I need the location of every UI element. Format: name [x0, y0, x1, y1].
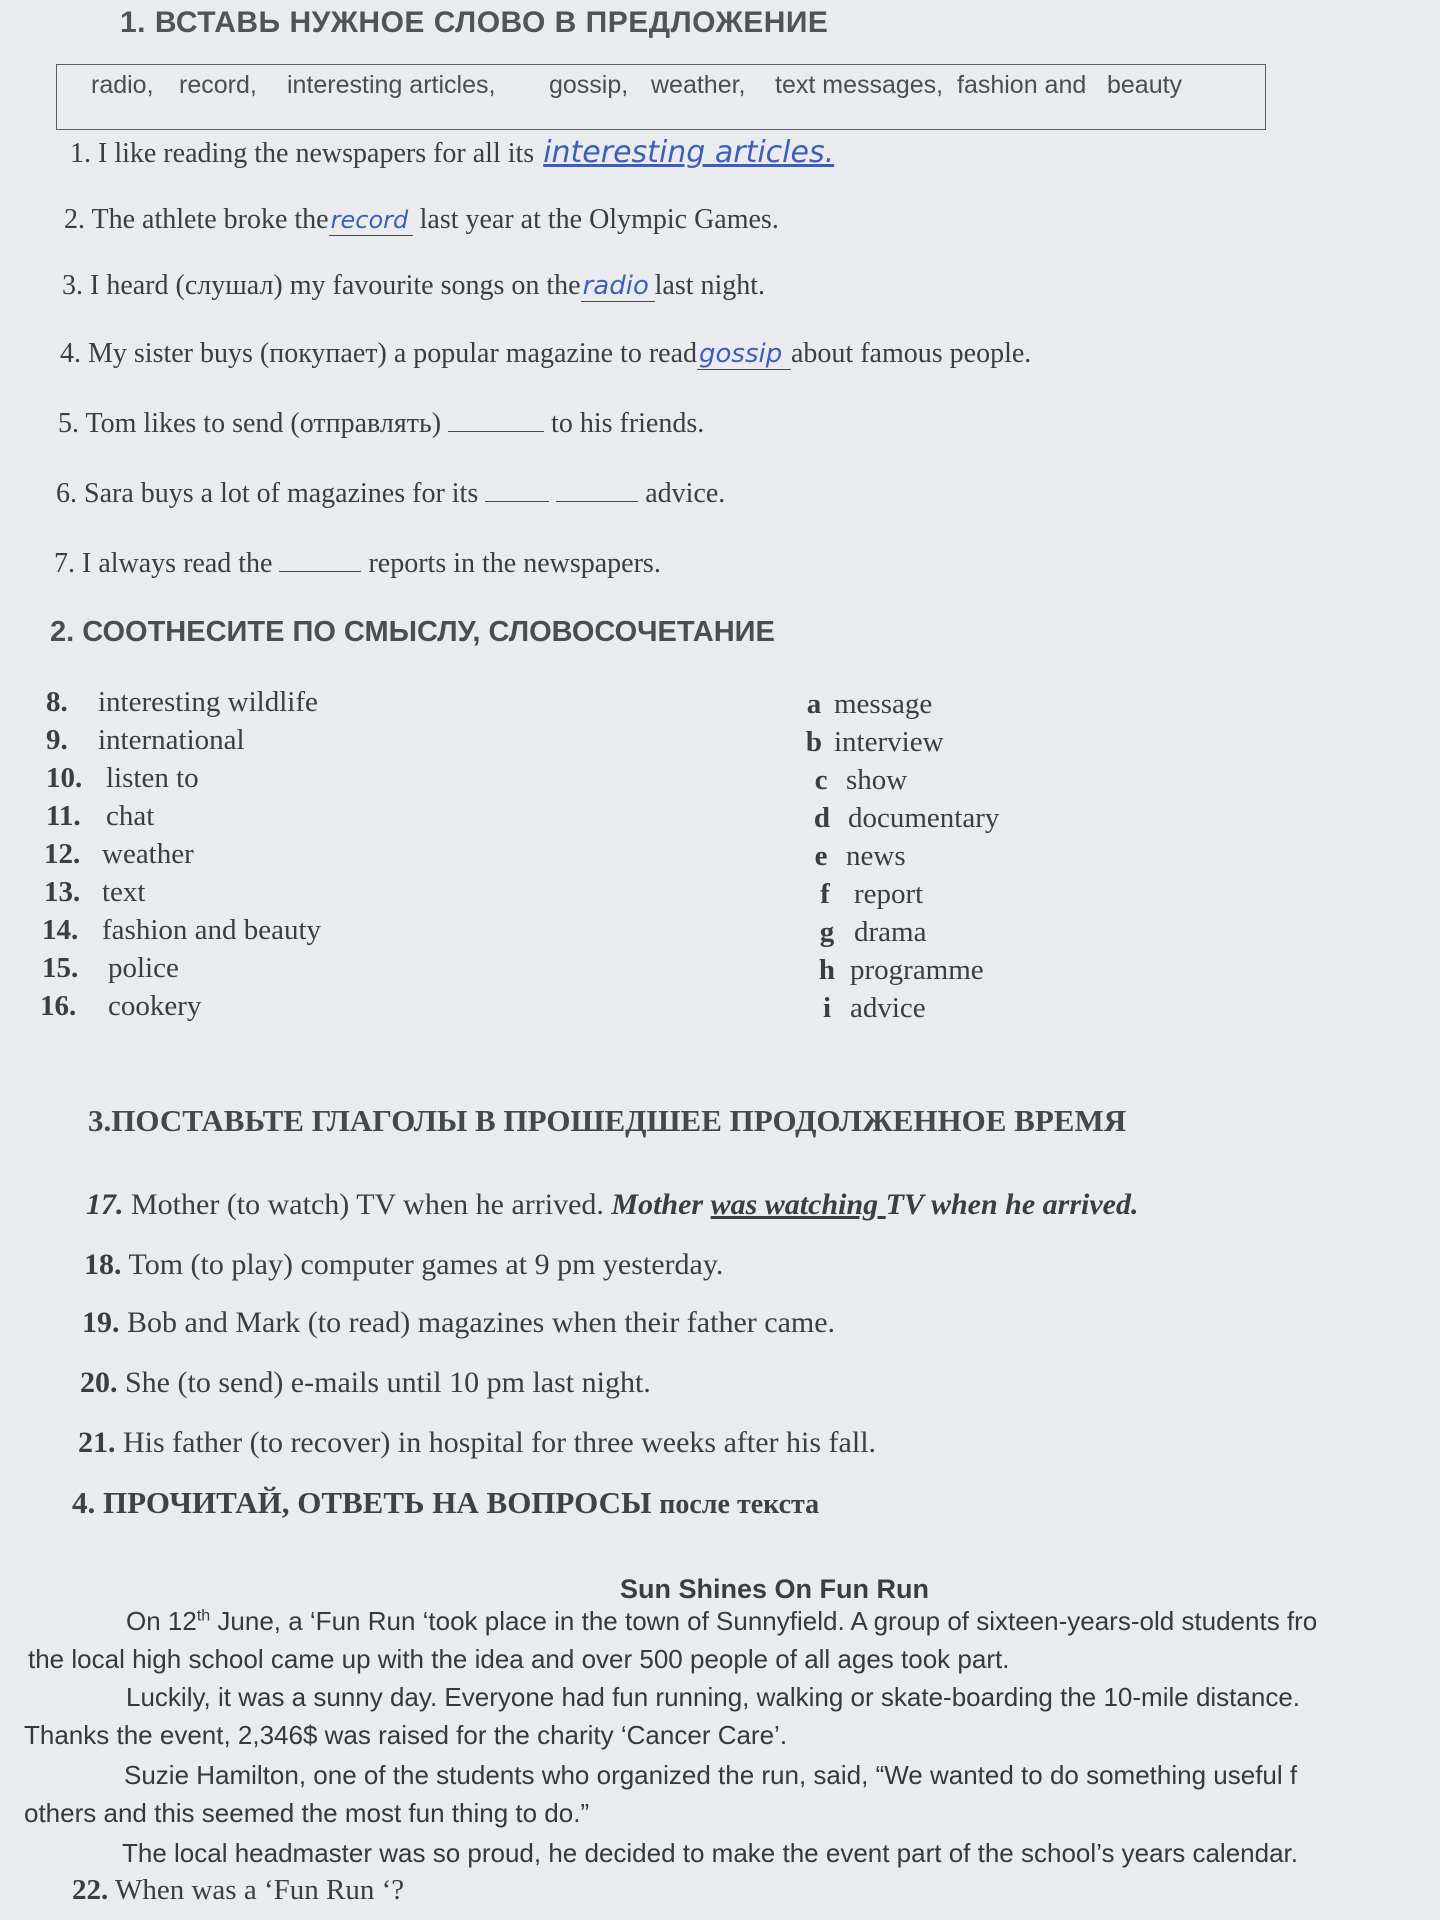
item-text: about famous people. [791, 338, 1032, 369]
item-text: 4. My sister buys (покупает) a popular magazine to read [60, 338, 697, 369]
question-22: 22. When was a ‘Fun Run ‘? [72, 1874, 405, 1906]
exercise1-item-7 [54, 548, 661, 580]
word-bank-item: fashion and [957, 71, 1087, 99]
match-left-item: 15. police [42, 952, 179, 984]
match-right-item: i advice [822, 992, 926, 1024]
exercise1-item-5 [58, 408, 704, 440]
item-text: 2. The athlete broke the [64, 204, 329, 235]
word-bank-item: text messages, [775, 71, 944, 99]
exercise3-example: 17. Mother (to watch) TV when he arrived. Mother was watching TV when he arrived. [86, 1188, 1139, 1221]
match-right-item: d documentary [813, 802, 1000, 834]
example-answer: Mother was watching TV when he arrived. [611, 1188, 1139, 1221]
handwritten-answer: interesting articles. [543, 135, 835, 170]
word-bank [56, 64, 1266, 130]
match-right-item: c show [814, 764, 908, 796]
word-bank-item: interesting articles, [287, 71, 496, 99]
text-line: On 12th June, a ‘Fun Run ‘took place in the town of Sunnyfield. A group of sixteen-years-old students fro [126, 1606, 1318, 1636]
text-line: Luckily, it was a sunny day. Everyone had fun running, walking or skate-boarding the 10-mile distance. [126, 1682, 1301, 1712]
match-left-item: 13. text [44, 876, 146, 908]
match-left-item: 9. international [46, 724, 245, 756]
exercise3-item: 19. Bob and Mark (to read) magazines when their father came. [82, 1306, 836, 1339]
match-right-item: h programme [818, 954, 984, 986]
answer-blank[interactable] [485, 479, 549, 502]
item-text: 3. I heard (слушал) my favourite songs on the [62, 270, 581, 301]
text-line: Suzie Hamilton, one of the students who organized the run, said, “We wanted to do something useful f [124, 1760, 1298, 1790]
match-right-item: g drama [819, 916, 927, 948]
exercise3-item: 18. Tom (to play) computer games at 9 pm yesterday. [84, 1248, 724, 1281]
exercise1-item-6 [56, 478, 725, 510]
match-right-item: e news [814, 840, 906, 872]
match-right-item: b interview [805, 726, 944, 758]
match-left-item: 10. listen to [46, 762, 199, 794]
match-left-item: 16. cookery [40, 990, 202, 1022]
answer-blank[interactable] [279, 549, 361, 572]
text-line: the local high school came up with the idea and over 500 people of all ages took part. [28, 1644, 1010, 1674]
exercise3-item: 20. She (to send) e-mails until 10 pm last night. [80, 1366, 651, 1399]
match-left-item: 8. interesting wildlife [46, 686, 318, 718]
handwritten-answer: record [329, 205, 413, 236]
text-line: others and this seemed the most fun thing to do.” [24, 1798, 590, 1828]
item-text: to his friends. [544, 408, 705, 439]
section2-heading: 2. СООТНЕСИТЕ ПО СМЫСЛУ, СЛОВОСОЧЕТАНИЕ [50, 616, 775, 648]
exercise1-item-3 [62, 270, 765, 302]
word-bank-item: radio, [91, 71, 154, 99]
handwritten-answer: radio [581, 271, 655, 302]
exercise3-item: 21. His father (to recover) in hospital for three weeks after his fall. [78, 1426, 877, 1459]
item-text: 7. I always read the [54, 548, 280, 579]
answer-blank[interactable] [448, 409, 544, 432]
exercise1-item-1 [70, 135, 836, 170]
item-text: last year at the Olympic Games. [412, 204, 779, 235]
item-text: 1. I like reading the newspapers for all its [70, 138, 542, 169]
match-right-item: f report [820, 878, 924, 910]
word-bank-item: beauty [1107, 71, 1183, 99]
match-right-item: a message [806, 688, 933, 720]
item-text: 6. Sara buys a lot of magazines for its [56, 478, 486, 509]
word-bank-item: gossip, [549, 71, 629, 99]
section1-heading: 1. ВСТАВЬ НУЖНОЕ СЛОВО В ПРЕДЛОЖЕНИЕ [120, 6, 829, 39]
item-text: last night. [654, 270, 766, 301]
word-bank-item: weather, [651, 71, 746, 99]
exercise1-item-4 [60, 338, 1031, 370]
text-line: Thanks the event, 2,346$ was raised for the charity ‘Cancer Care’. [24, 1720, 788, 1750]
section3-heading: 3.ПОСТАВЬТЕ ГЛАГОЛЫ В ПРОШЕДШЕЕ ПРОДОЛЖЕННОЕ ВРЕМЯ [88, 1103, 1127, 1138]
match-left-item: 11. chat [46, 800, 155, 832]
text-title: Sun Shines On Fun Run [620, 1574, 929, 1604]
answer-blank[interactable] [556, 479, 638, 502]
match-left-item: 12. weather [44, 838, 194, 870]
match-left-item: 14. fashion and beauty [42, 914, 322, 946]
section4-heading: 4. ПРОЧИТАЙ, ОТВЕТЬ НА ВОПРОСЫ после текста [72, 1485, 820, 1520]
word-bank-item: record, [179, 71, 257, 99]
item-text: reports in the newspapers. [361, 548, 661, 579]
item-text: advice. [638, 478, 726, 509]
exercise1-item-2 [64, 204, 779, 236]
text-line: The local headmaster was so proud, he decided to make the event part of the school’s years calendar. [122, 1838, 1298, 1868]
handwritten-answer: gossip [697, 339, 791, 370]
item-text: 5. Tom likes to send (отправлять) [58, 408, 449, 439]
